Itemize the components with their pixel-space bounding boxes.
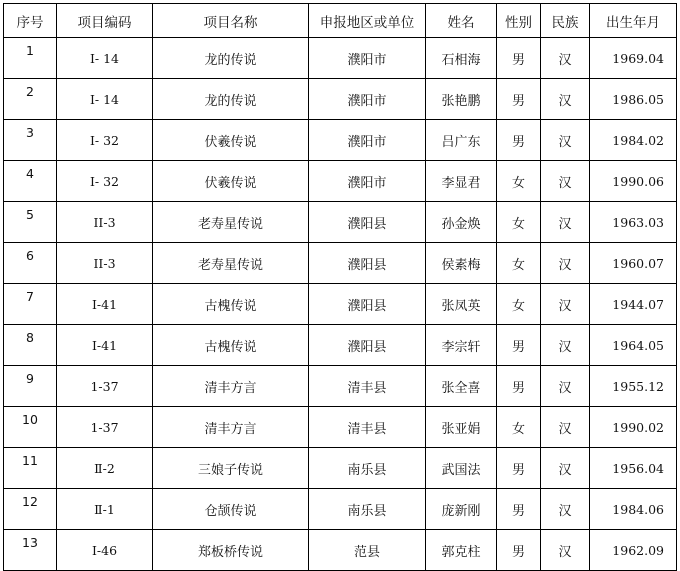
cell-project-name: 仓颉传说 (153, 489, 309, 530)
cell-code: I- 32 (57, 161, 153, 202)
cell-birth: 1964.05 (590, 325, 677, 366)
cell-gender: 男 (497, 366, 541, 407)
cell-project-name: 古槐传说 (153, 325, 309, 366)
cell-region: 南乐县 (309, 448, 426, 489)
cell-project-name: 龙的传说 (153, 79, 309, 120)
cell-seq: 7 (4, 284, 57, 325)
cell-ethnicity: 汉 (541, 448, 590, 489)
header-birth: 出生年月 (590, 4, 677, 38)
cell-project-name: 龙的传说 (153, 38, 309, 79)
cell-code: I- 14 (57, 38, 153, 79)
cell-birth: 1960.07 (590, 243, 677, 284)
table-row (4, 202, 677, 243)
cell-code: II-3 (57, 202, 153, 243)
cell-region: 范县 (309, 530, 426, 571)
table-row (4, 120, 677, 161)
header-region: 申报地区或单位 (309, 4, 426, 38)
table-row (4, 325, 677, 366)
cell-birth: 1969.04 (590, 38, 677, 79)
cell-seq: 6 (4, 243, 57, 284)
cell-gender: 女 (497, 161, 541, 202)
cell-code: I- 14 (57, 79, 153, 120)
cell-birth: 1963.03 (590, 202, 677, 243)
cell-ethnicity: 汉 (541, 161, 590, 202)
cell-ethnicity: 汉 (541, 530, 590, 571)
inheritors-table (3, 3, 677, 571)
header-name: 姓名 (426, 4, 497, 38)
cell-code: I-46 (57, 530, 153, 571)
cell-birth: 1984.02 (590, 120, 677, 161)
header-row (4, 4, 677, 38)
cell-ethnicity: 汉 (541, 407, 590, 448)
cell-gender: 女 (497, 407, 541, 448)
cell-name: 侯素梅 (426, 243, 497, 284)
cell-seq: 10 (4, 407, 57, 448)
header-code: 项目编码 (57, 4, 153, 38)
cell-name: 孙金焕 (426, 202, 497, 243)
table-row (4, 38, 677, 79)
cell-name: 石相海 (426, 38, 497, 79)
cell-seq: 1 (4, 38, 57, 79)
cell-seq: 5 (4, 202, 57, 243)
cell-seq: 4 (4, 161, 57, 202)
cell-seq: 8 (4, 325, 57, 366)
cell-code: Ⅱ-2 (57, 448, 153, 489)
cell-code: 1-37 (57, 366, 153, 407)
table-row (4, 284, 677, 325)
cell-birth: 1962.09 (590, 530, 677, 571)
cell-gender: 女 (497, 284, 541, 325)
cell-seq: 12 (4, 489, 57, 530)
cell-region: 濮阳县 (309, 243, 426, 284)
cell-birth: 1944.07 (590, 284, 677, 325)
cell-gender: 女 (497, 243, 541, 284)
cell-name: 张全喜 (426, 366, 497, 407)
cell-birth: 1956.04 (590, 448, 677, 489)
cell-gender: 女 (497, 202, 541, 243)
table-row (4, 407, 677, 448)
cell-name: 张亚娟 (426, 407, 497, 448)
table-row (4, 366, 677, 407)
cell-project-name: 古槐传说 (153, 284, 309, 325)
cell-project-name: 三娘子传说 (153, 448, 309, 489)
cell-region: 濮阳市 (309, 120, 426, 161)
cell-birth: 1986.05 (590, 79, 677, 120)
header-ethnicity: 民族 (541, 4, 590, 38)
cell-name: 庞新刚 (426, 489, 497, 530)
cell-code: Ⅱ-1 (57, 489, 153, 530)
cell-birth: 1990.02 (590, 407, 677, 448)
cell-gender: 男 (497, 489, 541, 530)
cell-region: 濮阳市 (309, 79, 426, 120)
cell-ethnicity: 汉 (541, 243, 590, 284)
cell-seq: 3 (4, 120, 57, 161)
cell-name: 李宗轩 (426, 325, 497, 366)
cell-name: 张凤英 (426, 284, 497, 325)
cell-gender: 男 (497, 38, 541, 79)
cell-seq: 9 (4, 366, 57, 407)
cell-code: II-3 (57, 243, 153, 284)
table-row (4, 243, 677, 284)
cell-name: 武国法 (426, 448, 497, 489)
cell-ethnicity: 汉 (541, 38, 590, 79)
cell-project-name: 清丰方言 (153, 407, 309, 448)
cell-seq: 11 (4, 448, 57, 489)
cell-region: 濮阳县 (309, 325, 426, 366)
cell-ethnicity: 汉 (541, 489, 590, 530)
cell-birth: 1984.06 (590, 489, 677, 530)
cell-project-name: 伏羲传说 (153, 161, 309, 202)
cell-region: 清丰县 (309, 366, 426, 407)
cell-project-name: 老寿星传说 (153, 202, 309, 243)
cell-name: 郭克柱 (426, 530, 497, 571)
cell-ethnicity: 汉 (541, 202, 590, 243)
table-row (4, 79, 677, 120)
cell-code: I-41 (57, 325, 153, 366)
cell-region: 濮阳市 (309, 38, 426, 79)
cell-project-name: 郑板桥传说 (153, 530, 309, 571)
cell-gender: 男 (497, 79, 541, 120)
cell-region: 濮阳市 (309, 161, 426, 202)
cell-project-name: 伏羲传说 (153, 120, 309, 161)
cell-ethnicity: 汉 (541, 284, 590, 325)
cell-ethnicity: 汉 (541, 120, 590, 161)
header-project-name: 项目名称 (153, 4, 309, 38)
cell-code: I-41 (57, 284, 153, 325)
cell-birth: 1955.12 (590, 366, 677, 407)
cell-name: 张艳鹏 (426, 79, 497, 120)
table-row (4, 448, 677, 489)
cell-gender: 男 (497, 120, 541, 161)
cell-ethnicity: 汉 (541, 79, 590, 120)
table-row (4, 161, 677, 202)
cell-project-name: 清丰方言 (153, 366, 309, 407)
header-seq: 序号 (4, 4, 57, 38)
cell-gender: 男 (497, 530, 541, 571)
cell-name: 吕广东 (426, 120, 497, 161)
cell-gender: 男 (497, 448, 541, 489)
cell-ethnicity: 汉 (541, 325, 590, 366)
cell-gender: 男 (497, 325, 541, 366)
cell-region: 南乐县 (309, 489, 426, 530)
cell-region: 濮阳县 (309, 284, 426, 325)
cell-seq: 13 (4, 530, 57, 571)
table-row (4, 489, 677, 530)
cell-code: I- 32 (57, 120, 153, 161)
cell-region: 清丰县 (309, 407, 426, 448)
cell-ethnicity: 汉 (541, 366, 590, 407)
cell-region: 濮阳县 (309, 202, 426, 243)
header-gender: 性别 (497, 4, 541, 38)
cell-project-name: 老寿星传说 (153, 243, 309, 284)
cell-seq: 2 (4, 79, 57, 120)
table-row (4, 530, 677, 571)
cell-name: 李显君 (426, 161, 497, 202)
cell-birth: 1990.06 (590, 161, 677, 202)
cell-code: 1-37 (57, 407, 153, 448)
